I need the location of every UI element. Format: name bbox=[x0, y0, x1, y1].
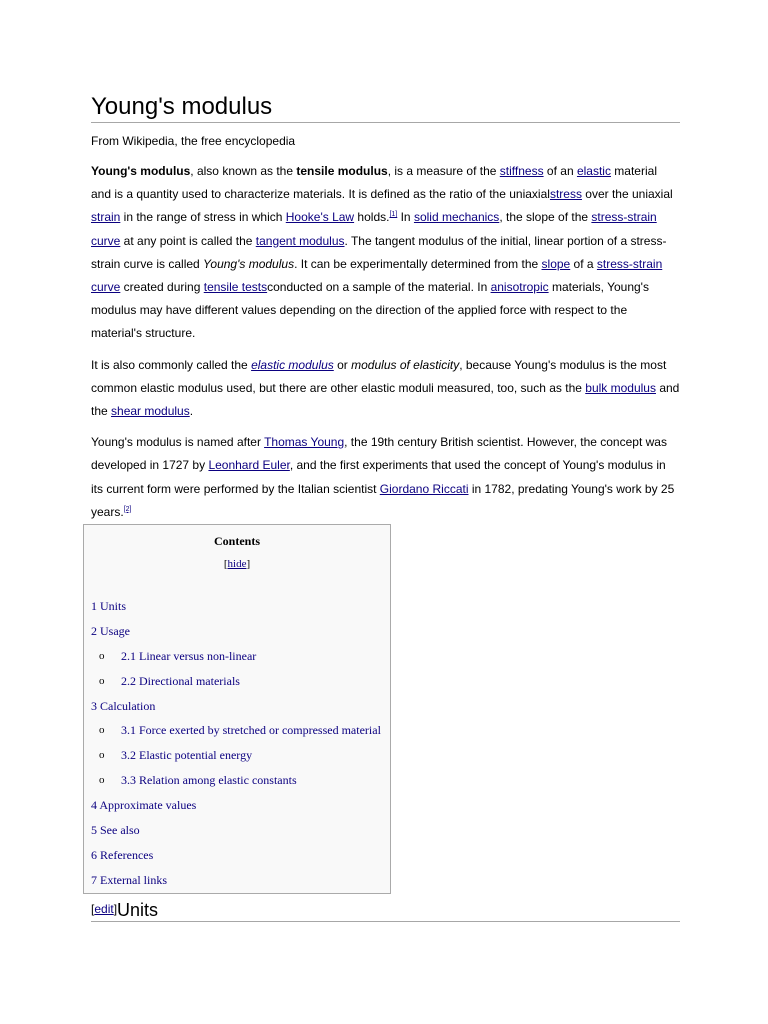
reference-2 bbox=[124, 506, 132, 513]
text: of a bbox=[570, 256, 597, 271]
toc-item-calculation bbox=[84, 694, 390, 719]
link-hookes-law[interactable]: Hooke's Law bbox=[285, 210, 355, 225]
toc-link[interactable]: 2 Usage bbox=[91, 623, 130, 638]
site-subtitle: From Wikipedia, the free encyclopedia bbox=[91, 134, 296, 148]
link-strain[interactable]: strain bbox=[91, 210, 121, 225]
intro-paragraph-2 bbox=[91, 354, 680, 424]
toc-item-relation-among-elastic-constants bbox=[84, 768, 390, 793]
bracket: ] bbox=[113, 902, 118, 916]
bullet-icon: o bbox=[99, 749, 105, 762]
toc-link[interactable]: 1 Units bbox=[91, 599, 127, 613]
toc-link[interactable]: 3.3 Relation among elastic constants bbox=[121, 773, 297, 788]
link-stress[interactable]: stress bbox=[549, 187, 582, 202]
link-elastic[interactable]: elastic bbox=[576, 164, 611, 178]
link-thomas-young[interactable]: Thomas Young bbox=[264, 435, 345, 450]
reference-1-link[interactable]: [1] bbox=[389, 211, 398, 219]
bullet-icon: o bbox=[99, 774, 105, 787]
toc-item-external-links bbox=[84, 868, 390, 893]
toc-link[interactable]: 4 Approximate values bbox=[91, 798, 197, 813]
bullet-icon: o bbox=[99, 674, 105, 687]
text: , the 19th century British scientist. However, the concept was developed in 1727 by bbox=[91, 435, 667, 473]
toc-item-approximate-values bbox=[84, 793, 390, 818]
text: of an bbox=[543, 164, 577, 178]
bracket: ] bbox=[246, 558, 251, 570]
toc-toggle bbox=[84, 557, 390, 571]
link-stiffness[interactable]: stiffness bbox=[499, 164, 544, 178]
italic-term-youngs-modulus: Young's modulus bbox=[203, 256, 295, 271]
link-solid-mechanics[interactable]: solid mechanics bbox=[413, 210, 500, 225]
table-of-contents bbox=[83, 524, 391, 894]
toc-item-force-exerted bbox=[84, 718, 390, 743]
text: . bbox=[189, 404, 194, 419]
link-leonhard-euler[interactable]: Leonhard Euler bbox=[208, 458, 290, 473]
bold-term-tensile-modulus: tensile modulus bbox=[296, 164, 388, 178]
text: or bbox=[333, 357, 352, 372]
toc-list bbox=[84, 594, 390, 893]
toc-link[interactable]: 7 External links bbox=[91, 872, 167, 887]
link-shear-modulus[interactable]: shear modulus bbox=[111, 404, 190, 419]
toc-item-see-also bbox=[84, 818, 390, 843]
bullet-icon: o bbox=[99, 724, 105, 737]
italic-term-modulus-of-elasticity: modulus of elasticity bbox=[351, 357, 460, 372]
edit-section-link[interactable]: edit bbox=[94, 902, 114, 916]
text: material and is a quantity used to characterize materials. It is defined as the ratio of the uniaxial bbox=[91, 164, 657, 202]
text: , is a measure of the bbox=[387, 164, 500, 178]
text: over the uniaxial bbox=[581, 187, 673, 202]
intro-paragraph-1 bbox=[91, 160, 680, 346]
toc-item-usage bbox=[84, 619, 390, 644]
page-title: Young's modulus bbox=[91, 93, 680, 123]
link-anisotropic[interactable]: anisotropic bbox=[490, 280, 549, 295]
bold-term-youngs-modulus: Young's modulus bbox=[91, 164, 191, 178]
toc-item-directional-materials bbox=[84, 669, 390, 694]
text: , the slope of the bbox=[499, 210, 592, 225]
text: , because Young's modulus is the most common elastic modulus used, but there are other elastic moduli measured, too, such as the bbox=[91, 357, 667, 395]
toc-link[interactable]: 3 Calculation bbox=[91, 698, 156, 713]
bullet-icon: o bbox=[99, 649, 105, 662]
text: created during bbox=[120, 280, 204, 295]
text: at any point is called the bbox=[120, 233, 256, 248]
link-bulk-modulus[interactable]: bulk modulus bbox=[585, 380, 656, 395]
section-title: Units bbox=[117, 900, 159, 920]
text: Young's modulus is named after bbox=[91, 435, 265, 450]
toc-item-references bbox=[84, 843, 390, 868]
link-stress-strain-curve-2[interactable]: stress-strain curve bbox=[91, 256, 663, 295]
toc-item-elastic-potential-energy bbox=[84, 743, 390, 768]
text: in the range of stress in which bbox=[120, 210, 286, 225]
article-body bbox=[91, 93, 680, 524]
toc-title: Contents bbox=[213, 534, 260, 548]
toc-item-linear-versus-non-linear bbox=[84, 644, 390, 669]
text: In bbox=[397, 210, 414, 225]
text: . It can be experimentally determined from the bbox=[294, 256, 542, 271]
link-slope[interactable]: slope bbox=[541, 256, 571, 271]
section-heading-units bbox=[91, 898, 680, 922]
link-tangent-modulus[interactable]: tangent modulus bbox=[255, 233, 345, 248]
intro-paragraph-3 bbox=[91, 431, 680, 524]
italic-link-text: elastic modulus bbox=[251, 357, 334, 372]
reference-2-link[interactable]: [2] bbox=[123, 505, 132, 513]
text: conducted on a sample of the material. In bbox=[267, 280, 491, 295]
text: It is also commonly called the bbox=[91, 357, 252, 372]
link-tensile-tests[interactable]: tensile tests bbox=[203, 280, 268, 295]
text: , and the first experiments that used the concept of Young's modulus in its current form were performed by the Italian scientist bbox=[91, 458, 666, 496]
edit-section bbox=[91, 902, 117, 916]
toc-link[interactable]: 3.2 Elastic potential energy bbox=[121, 748, 253, 763]
toc-link[interactable]: 3.1 Force exerted by stretched or compressed material bbox=[121, 723, 381, 738]
text: holds. bbox=[354, 210, 390, 225]
toc-link[interactable]: 6 References bbox=[91, 847, 154, 862]
text: materials, Young's modulus may have different values depending on the direction of the applied force with respect to the material's structure. bbox=[91, 280, 649, 341]
text: , also known as the bbox=[190, 164, 297, 178]
bracket: [ bbox=[223, 558, 228, 570]
text: . The tangent modulus of the initial, linear portion of a stress-strain curve is called bbox=[91, 233, 667, 271]
link-elastic-modulus[interactable] bbox=[251, 358, 334, 372]
toc-link[interactable]: 2.2 Directional materials bbox=[121, 673, 240, 688]
toc-item-units bbox=[84, 594, 390, 619]
text: in 1782, predating Young's work by 25 years. bbox=[91, 481, 675, 519]
toc-link[interactable]: 5 See also bbox=[91, 823, 140, 838]
bracket: [ bbox=[91, 902, 95, 916]
link-stress-strain-curve[interactable]: stress-strain curve bbox=[91, 210, 657, 248]
toc-link[interactable]: 2.1 Linear versus non-linear bbox=[121, 648, 257, 663]
link-giordano-riccati[interactable]: Giordano Riccati bbox=[379, 481, 469, 496]
toc-hide-link[interactable]: hide bbox=[227, 558, 247, 570]
text: and the bbox=[91, 380, 680, 419]
